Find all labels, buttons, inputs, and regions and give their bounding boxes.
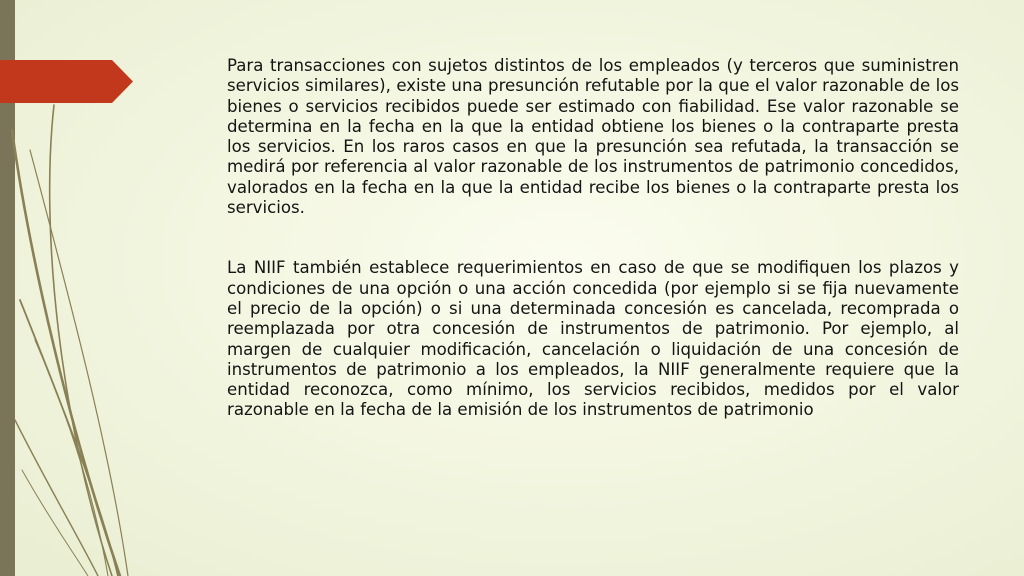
slide-body <box>227 56 959 421</box>
paragraph-niif-modificaciones: La NIIF también establece requerimientos en caso de que se modifiquen los plazos y condiciones de una opción o una acción concedida (por ejemplo si se fija nuevamente el precio de la opción) o si una determinada concesión es cancelada, recomprada o reemplazada por otra concesión de instrumentos de patrimonio. Por ejemplo, al margen de cualquier modificación, cancelación o liquidación de una concesión de instrumentos de patrimonio a los empleados, la NIIF generalmente requiere que la entidad reconozca, como mínimo, los servicios recibidos, medidos por el valor razonable en la fecha de la emisión de los instrumentos de patrimonio <box>227 258 959 420</box>
accent-arrow-shape <box>0 60 133 103</box>
paragraph-transacciones: Para transacciones con sujetos distintos de los empleados (y terceros que suministren servicios similares), existe una presunción refutable por la que el valor razonable de los bienes o servicios recibidos puede ser estimado con fiabilidad. Ese valor razonable se determina en la fecha en la que la entidad obtiene los bienes o la contraparte presta los servicios. En los raros casos en que la presunción sea refutada, la transacción se medirá por referencia al valor razonable de los instrumentos de patrimonio concedidos, valorados en la fecha en la que la entidad recibe los bienes o la contraparte presta los servicios. <box>227 56 959 218</box>
